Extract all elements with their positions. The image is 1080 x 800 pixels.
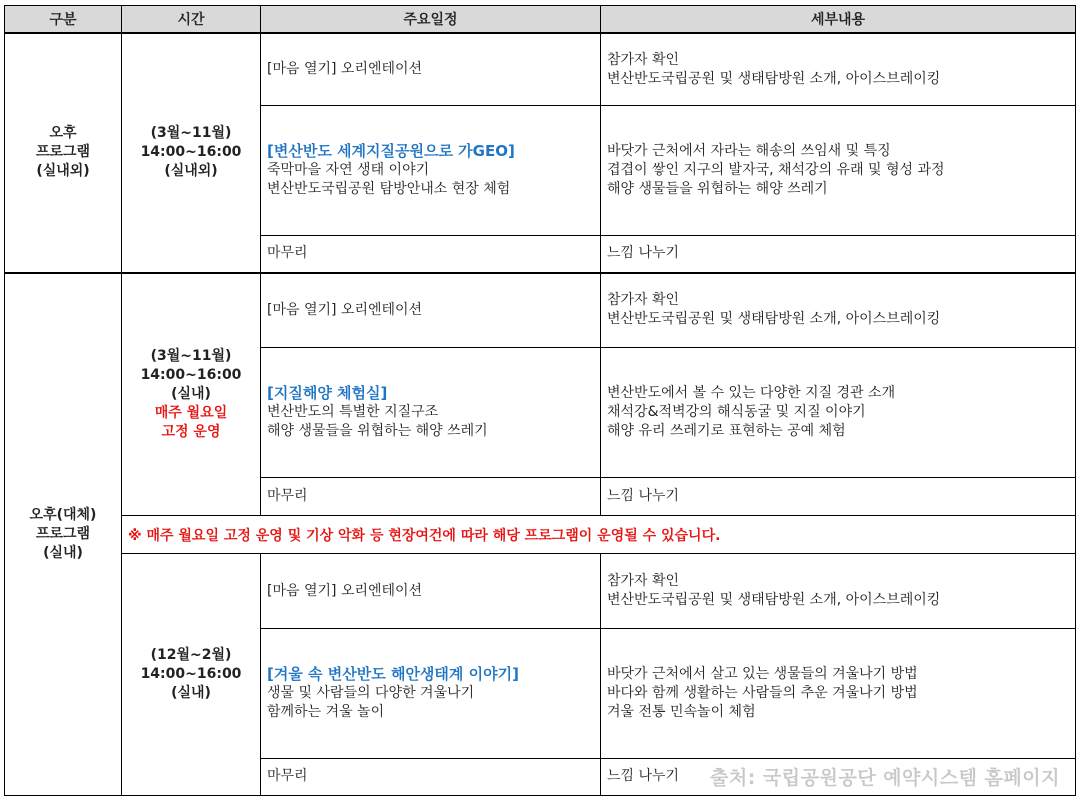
- time-line: (12월~2월): [150, 647, 232, 664]
- schedule-text: 마무리: [267, 768, 308, 785]
- details-cell: [601, 478, 1076, 515]
- table-row: [5, 273, 1076, 348]
- category-line: 오후(대체): [29, 506, 97, 523]
- category-line: (실내외): [36, 163, 90, 180]
- time-cell: [122, 33, 261, 273]
- time-note-red: 매주 월요일: [154, 404, 228, 421]
- time-line: 14:00~16:00: [140, 366, 242, 383]
- details-text: 변산반도국립공원 및 생태탐방원 소개, 아이스브레이킹: [607, 311, 941, 328]
- schedule-text: 함께하는 겨울 놀이: [267, 703, 385, 720]
- schedule-text: 죽막마을 자연 생태 이야기: [267, 162, 430, 179]
- header-schedule: 주요일정: [261, 6, 601, 34]
- details-text: 바닷가 근처에서 자라는 해송의 쓰임새 및 특징: [607, 143, 891, 160]
- schedule-text: 변산반도의 특별한 지질구조: [267, 404, 439, 421]
- schedule-text: 마무리: [267, 488, 308, 505]
- details-cell: [601, 106, 1076, 235]
- schedule-text: [마음 열기] 오리엔테이션: [267, 61, 423, 78]
- source-watermark: 출처: 국립공원공단 예약시스템 홈페이지: [710, 767, 1060, 789]
- schedule-cell: [261, 347, 601, 477]
- schedule-cell: [261, 106, 601, 235]
- header-row: [5, 6, 1076, 34]
- schedule-cell: [261, 33, 601, 106]
- schedule-text: 마무리: [267, 245, 308, 262]
- details-text: 겨울 전통 민속놀이 체험: [607, 703, 756, 720]
- time-line: (3월~11월): [150, 347, 232, 364]
- table-row: [5, 33, 1076, 106]
- schedule-cell: [261, 478, 601, 515]
- details-text: 해양 유리 쓰레기로 표현하는 공예 체험: [607, 423, 846, 440]
- category-cell-afternoon-alt: [5, 273, 122, 796]
- category-line: (실내): [43, 544, 83, 561]
- time-line: (3월~11월): [150, 125, 232, 142]
- time-cell: [122, 554, 261, 796]
- table-row: [5, 554, 1076, 629]
- program-schedule-table: [4, 5, 1076, 796]
- schedule-cell: [261, 554, 601, 629]
- program-title: [겨울 속 변산반도 해안생태계 이야기]: [267, 664, 519, 683]
- details-text: 바다와 함께 생활하는 사람들의 추운 겨울나기 방법: [607, 684, 918, 701]
- schedule-text: 해양 생물들을 위협하는 해양 쓰레기: [267, 423, 488, 440]
- details-text: 참가자 확인: [607, 51, 680, 68]
- details-cell: [601, 235, 1076, 272]
- program-title: [지질해양 체험실]: [267, 384, 388, 403]
- details-text: 느낌 나누기: [607, 245, 680, 262]
- time-cell: [122, 273, 261, 516]
- time-note-red: 고정 운영: [161, 423, 221, 440]
- schedule-text: 변산반도국립공원 탐방안내소 현장 체험: [267, 181, 511, 198]
- program-title: [변산반도 세계지질공원으로 가GEO]: [267, 142, 515, 161]
- details-cell: [601, 347, 1076, 477]
- details-text: 느낌 나누기: [607, 768, 680, 785]
- details-cell: [601, 33, 1076, 106]
- details-cell: [601, 629, 1076, 758]
- schedule-cell: [261, 629, 601, 758]
- header-details: 세부내용: [601, 6, 1076, 34]
- category-line: 프로그램: [35, 525, 91, 542]
- notice-row: [5, 515, 1076, 553]
- category-line: 오후: [49, 125, 77, 142]
- details-text: 변산반도국립공원 및 생태탐방원 소개, 아이스브레이킹: [607, 592, 941, 609]
- time-line: 14:00~16:00: [140, 144, 242, 161]
- schedule-cell: [261, 758, 601, 795]
- details-cell: [601, 273, 1076, 348]
- schedule-text: 생물 및 사람들의 다양한 겨울나기: [267, 684, 475, 701]
- details-text: 겹겹이 쌓인 지구의 발자국, 채석강의 유래 및 형성 과정: [607, 162, 945, 179]
- notice-text: ※ 매주 월요일 고정 운영 및 기상 악화 등 현장여건에 따라 해당 프로그램이 운영될 수 있습니다.: [122, 515, 1076, 553]
- schedule-text: [마음 열기] 오리엔테이션: [267, 582, 423, 599]
- category-line: 프로그램: [35, 144, 91, 161]
- details-text: 채석강&적벽강의 해식동굴 및 지질 이야기: [607, 404, 866, 421]
- time-line: (실내): [171, 685, 211, 702]
- schedule-text: [마음 열기] 오리엔테이션: [267, 301, 423, 318]
- details-cell: [601, 554, 1076, 629]
- details-text: 참가자 확인: [607, 573, 680, 590]
- details-text: 참가자 확인: [607, 292, 680, 309]
- schedule-cell: [261, 273, 601, 348]
- details-text: 바닷가 근처에서 살고 있는 생물들의 겨울나기 방법: [607, 665, 918, 682]
- time-line: (실내외): [164, 163, 218, 180]
- details-text: 변산반도국립공원 및 생태탐방원 소개, 아이스브레이킹: [607, 70, 941, 87]
- time-line: 14:00~16:00: [140, 666, 242, 683]
- details-text: 느낌 나누기: [607, 488, 680, 505]
- category-cell-afternoon: [5, 33, 122, 273]
- schedule-cell: [261, 235, 601, 272]
- header-category: 구분: [5, 6, 122, 34]
- details-text: 해양 생물들을 위협하는 해양 쓰레기: [607, 181, 828, 198]
- time-line: (실내): [171, 385, 211, 402]
- header-time: 시간: [122, 6, 261, 34]
- details-text: 변산반도에서 볼 수 있는 다양한 지질 경관 소개: [607, 385, 896, 402]
